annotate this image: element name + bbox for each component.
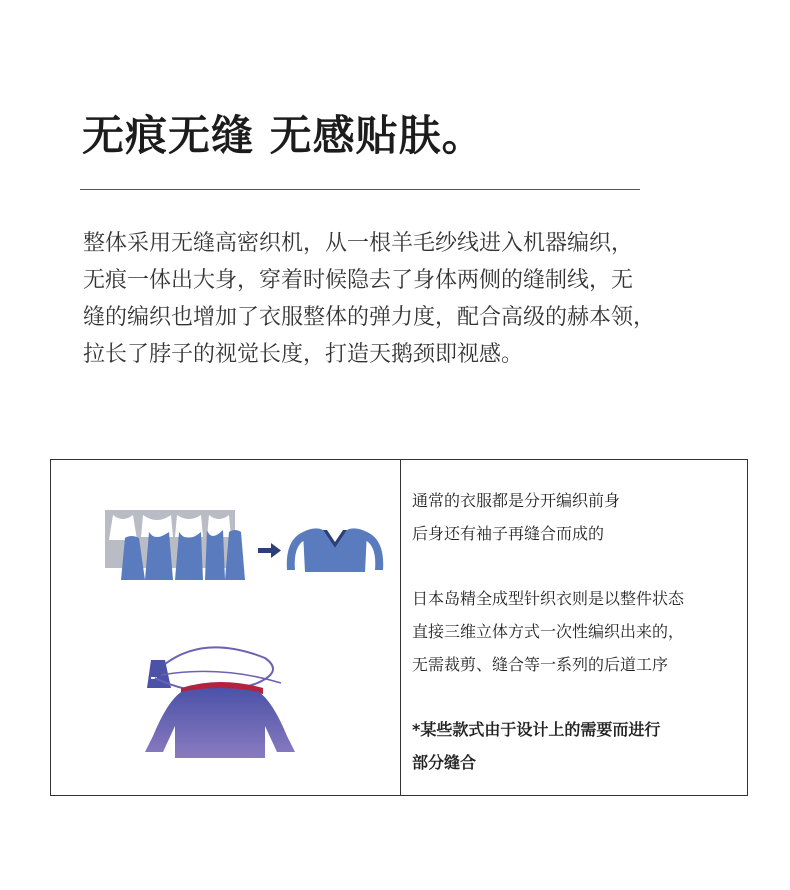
column-divider bbox=[400, 460, 401, 795]
assembled-sweater-icon bbox=[287, 528, 383, 572]
page-title: 无痕无缝 无感贴肤。 bbox=[82, 111, 485, 160]
intro-paragraph bbox=[83, 225, 723, 373]
explanation-line: 通常的衣服都是分开编织前身 bbox=[412, 491, 621, 510]
explanation-text bbox=[412, 484, 742, 779]
comparison-box bbox=[50, 459, 748, 796]
arrow-right-icon bbox=[258, 543, 281, 558]
explanation-line: 日本岛精全成型针织衣则是以整件状态 bbox=[412, 589, 685, 608]
explanation-line: 直接三维立体方式一次性编织出来的， bbox=[412, 622, 685, 641]
intro-line: 缝的编织也增加了衣服整体的弹力度，配合高级的赫本领， bbox=[83, 305, 656, 330]
explanation-line: 无需裁剪、缝合等一系列的后道工序 bbox=[412, 655, 669, 674]
illustration-panel bbox=[51, 460, 400, 795]
knitting-machine-sweater-icon bbox=[145, 647, 295, 758]
sewn-panels-icon bbox=[105, 510, 245, 580]
title-divider bbox=[80, 189, 640, 190]
intro-line: 整体采用无缝高密织机，从一根羊毛纱线进入机器编织， bbox=[83, 231, 634, 256]
intro-line: 拉长了脖子的视觉长度，打造天鹅颈即视感。 bbox=[83, 342, 524, 367]
footnote-line: *某些款式由于设计上的需要而进行 bbox=[412, 720, 661, 739]
explanation-line: 后身还有袖子再缝合而成的 bbox=[412, 524, 605, 543]
intro-line: 无痕一体出大身，穿着时候隐去了身体两侧的缝制线，无 bbox=[83, 268, 634, 293]
footnote-line: 部分缝合 bbox=[412, 753, 477, 772]
